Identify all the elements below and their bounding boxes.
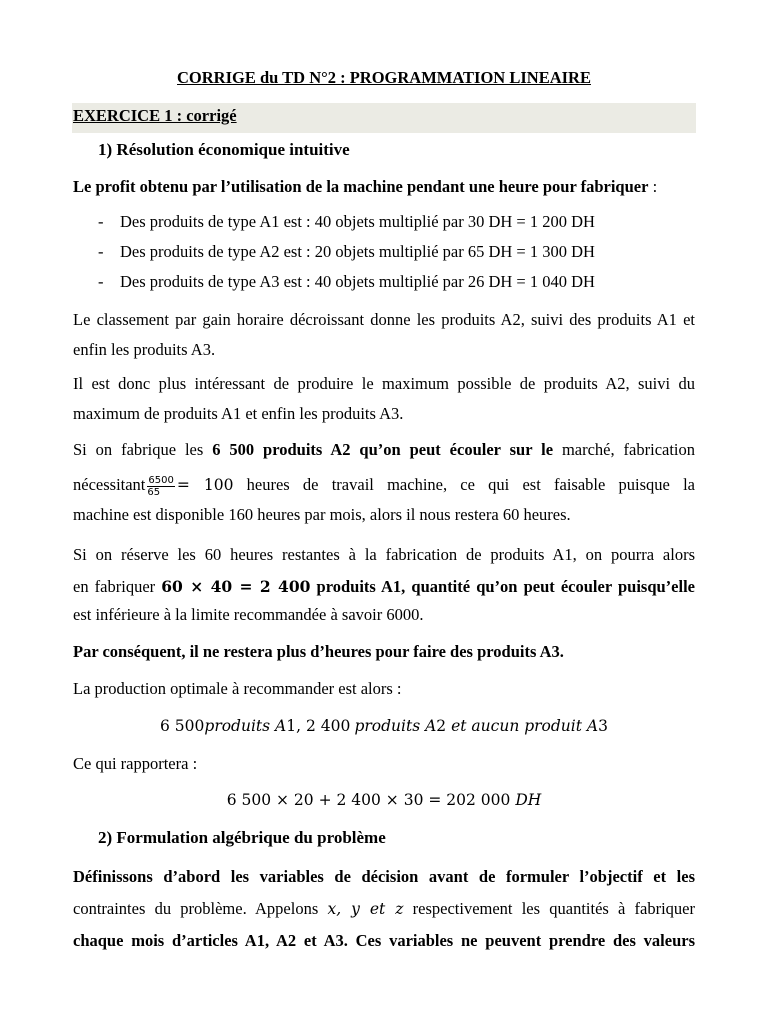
p3-equals: = 100 [176,476,234,494]
p3-text-d: nécessitant [73,475,146,494]
fraction-hours [147,475,174,498]
document-title: CORRIGE du TD N°2 : PROGRAMMATION LINEAIRE [177,68,591,87]
eq1-d: produits A [354,717,437,735]
eq1-g: 3 [598,717,608,735]
s2-text-a: contraintes du problème. Appelons [73,899,328,918]
p4-bold: produits A1, quantité qu’on peut écouler puisqu’elle [310,577,695,596]
paragraph-a2-line1 [73,435,695,465]
intro-bold-text: Le profit obtenu par l’utilisation de la machine pendant une heure pour fabriquer [73,177,649,196]
fraction-numerator: 6500 [148,474,174,486]
bullet-item-3: Des produits de type A3 est : 40 objets multiplié par 26 DH = 1 040 DH [120,272,595,291]
p3-text-a: Si on fabrique les [73,440,213,459]
paragraph-a1-line3: est inférieure à la limite recommandée à savoir 6000. [73,605,424,624]
s2-text-c: respectivement les quantités à fabriquer [403,899,695,918]
fraction-denominator: 65 [147,486,161,498]
paragraph-a2-line3: machine est disponible 160 heures par mois, alors il nous restera 60 heures. [73,505,571,524]
p3-text-c: marché, fabrication [553,440,696,459]
equation-profit [0,790,768,810]
eq2-a: 6 500 × 20 + 2 400 × 30 = 202 000 [226,791,516,809]
bullet-dash-2: - [98,242,104,261]
section2-line3: chaque mois d’articles A1, A2 et A3. Ces variables ne peuvent prendre des valeurs [73,931,695,950]
bullet-dash-3: - [98,272,104,291]
section2-heading: 2) Formulation algébrique du problème [98,828,386,847]
paragraph-no-a3: Par conséquent, il ne restera plus d’heures pour faire des produits A3. [73,642,564,661]
p4-text-b: en fabriquer [73,577,162,596]
p3-text-f: heures de travail machine, ce qui est faisable puisque la [233,475,695,494]
paragraph-optimal: La production optimale à recommander est alors : [73,679,402,698]
eq1-f: et aucun produit A [446,717,599,735]
paragraph-priority: Il est donc plus intéressant de produire le maximum possible de produits A2, suivi du maximum de produits A1 et enfin les produits A3. [73,374,695,423]
paragraph-a2-line2 [73,470,695,500]
paragraph-ranking: Le classement par gain horaire décroissant donne les produits A2, suivi des produits A1 et enfin les produits A3. [73,310,695,359]
equation-production [0,716,768,736]
eq1-c: 1, 2 400 [286,717,351,735]
intro-tail: : [648,177,658,196]
section1-heading: 1) Résolution économique intuitive [98,140,350,159]
paragraph-a1-line1: Si on réserve les 60 heures restantes à la fabrication de produits A1, on pourra alors [73,545,695,564]
section1-intro [73,177,657,197]
p3-bold: 6 500 produits A2 qu’on peut écouler sur le [212,440,554,459]
eq1-b: produits A [204,717,287,735]
eq2-b: DH [515,791,542,809]
exercise-title: EXERCICE 1 : corrigé [73,106,237,125]
eq1-e: 2 [436,717,447,735]
bullet-dash-1: - [98,212,104,231]
paragraph-profit: Ce qui rapportera : [73,754,198,773]
paragraph-a1-line2 [73,572,695,602]
section2-line2 [73,894,695,924]
eq1-a: 6 500 [160,717,205,735]
bullet-item-1: Des produits de type A1 est : 40 objets multiplié par 30 DH = 1 200 DH [120,212,595,231]
bullet-item-2: Des produits de type A2 est : 20 objets multiplié par 65 DH = 1 300 DH [120,242,595,261]
s2-variables: x, y et z [327,900,404,918]
section2-line1: Définissons d’abord les variables de décision avant de formuler l’objectif et les [73,867,695,886]
p4-math: 60 × 40 = 2 400 [161,577,311,596]
